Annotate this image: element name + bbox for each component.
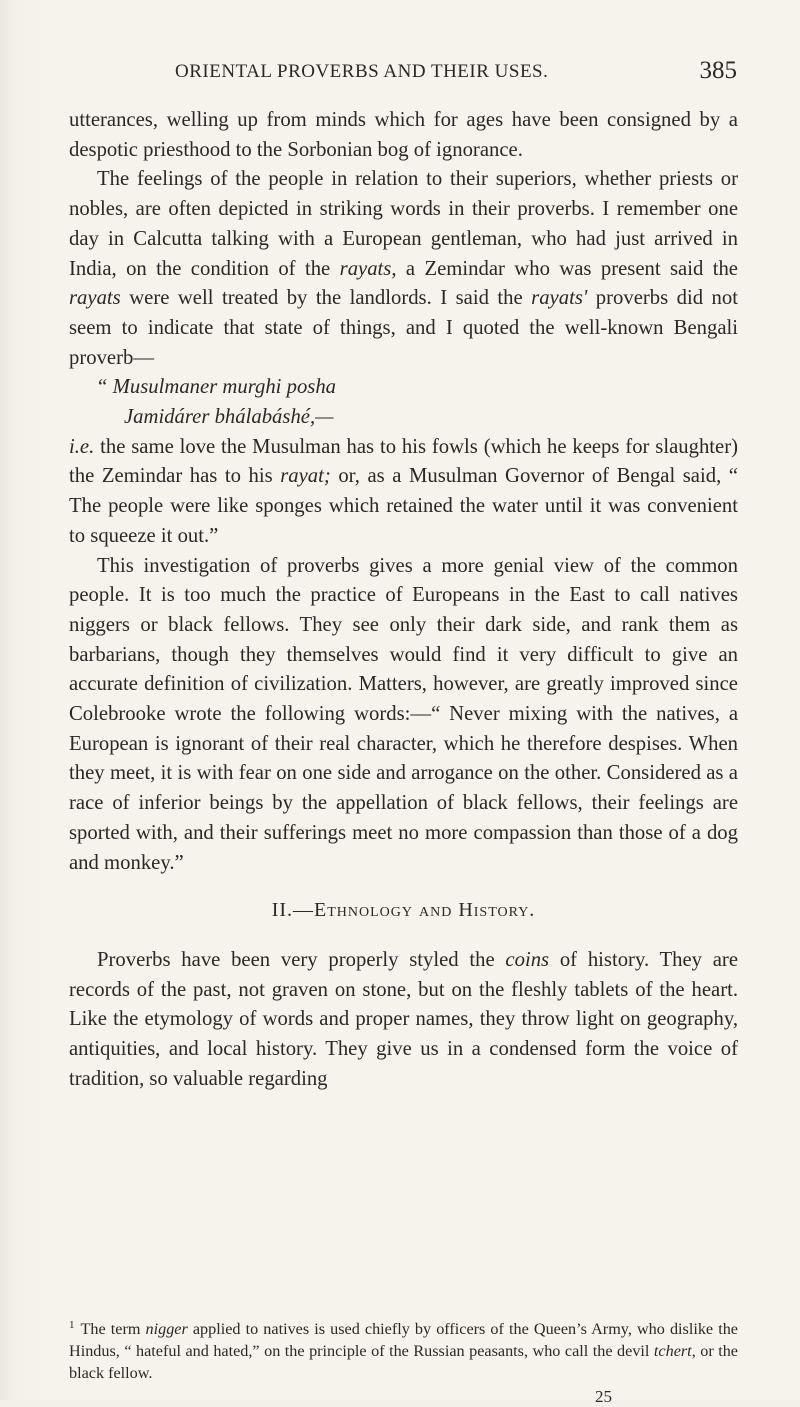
- paragraph-1: [69, 106, 738, 165]
- section-heading: [69, 896, 738, 926]
- paragraph-2-text-a: The feelings of the people in relation to their superiors, whether priests or nobles, are often depicted in striking words in their proverbs. I remember one day in Calcutta talking with a European gentleman, who had just arrived in India, on the condition of the: [69, 168, 738, 280]
- italic-rayat: rayat;: [280, 465, 331, 488]
- paragraph-4: [69, 552, 738, 879]
- verse-line-2: Jamidárer bhálabáshé,—: [124, 406, 334, 429]
- page-number: 385: [699, 57, 737, 84]
- italic-coins: coins: [505, 948, 550, 971]
- section-numeral: II.—: [271, 899, 315, 922]
- paragraph-5: [69, 946, 738, 1095]
- footnote-mark: 1: [69, 1318, 75, 1331]
- footnote-text-a: The term: [80, 1320, 146, 1338]
- paragraph-4-text: This investigation of proverbs gives a more genial view of the common people. It is too much the practice of Europeans in the East to call natives niggers or black fellows. They see only their dark side, and rank them as barbarians, though they themselves would find it very difficult to give an accurate definition of civilization. Matters, however, are greatly improved since Colebrooke wrote the following words:—“ Never mixing with the natives, a European is ignorant of their real character, which he therefore despises. When they meet, it is with fear on one side and arrogance on the other. Considered as a race of inferior beings by the appellation of black fellows, their feelings are sported with, and their sufferings meet no more compassion than those of a dog and monkey.”: [69, 554, 738, 874]
- paragraph-3: [69, 433, 738, 552]
- paragraph-5-text-a: Proverbs have been very properly styled the: [97, 948, 506, 971]
- italic-term: nigger: [145, 1320, 188, 1338]
- paragraph-3-text-a: the same love the Musulman has to his fowls (which he keeps for slaughter) the Zemindar has to his: [69, 435, 738, 488]
- paragraph-2-text-d: proverbs did not seem to indicate that state of things, and I quoted the well-known Bengali proverb—: [69, 287, 738, 369]
- italic-rayats: rayats: [339, 257, 392, 280]
- proverb-verse: [69, 373, 738, 432]
- footnote-text-c: , or the black fellow.: [69, 1342, 738, 1382]
- footnote: [69, 1318, 738, 1384]
- verse-line-1: “ Musulmaner murghi posha: [96, 376, 337, 399]
- italic-tchert: tchert: [653, 1342, 692, 1360]
- paragraph-2: [69, 165, 738, 373]
- section-title: Ethnology and History.: [314, 899, 536, 922]
- paragraph-1-text: utterances, welling up from minds which for ages have been consigned by a despotic priesthood to the Sorbonian bog of ignorance.: [69, 109, 738, 161]
- paragraph-2-text-b: , a Zemindar who was present said the: [391, 257, 738, 280]
- body-text: [69, 106, 738, 1095]
- paragraph-2-text-c: were well treated by the landlords. I said the: [120, 287, 532, 310]
- running-head: [0, 57, 800, 87]
- signature-mark: 25: [595, 1387, 612, 1406]
- italic-rayats: rayats: [69, 287, 121, 310]
- paragraph-5-text-b: of history. They are records of the past, not graven on stone, but on the fleshly tablets of the heart. Like the etymology of words and proper names, they throw light on geography, antiquities, and local history. They give us in a condensed form the voice of tradition, so valuable regarding: [69, 948, 738, 1090]
- paragraph-3-text-b: or, as a Musulman Governor of Bengal said, “ The people were like sponges which retained the water until it was convenient to squeeze it out.”: [69, 465, 738, 547]
- running-title: ORIENTAL PROVERBS AND THEIR USES.: [175, 61, 549, 82]
- italic-rayats-possessive: rayats': [531, 287, 588, 310]
- footnote-text-b: applied to natives is used chiefly by officers of the Queen’s Army, who dislike the Hindus, “ hateful and hated,” on the principle of the Russian peasants, who call the devil: [69, 1320, 738, 1360]
- italic-ie: i.e.: [69, 435, 95, 458]
